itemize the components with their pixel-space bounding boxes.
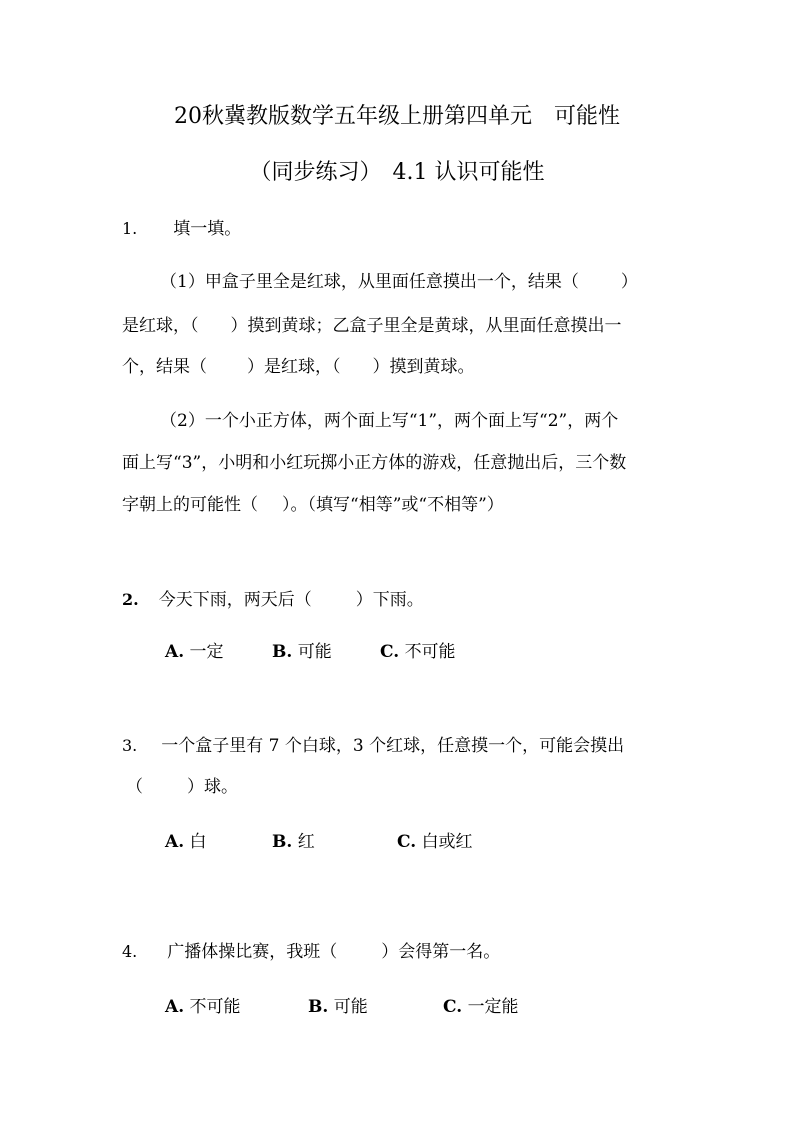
option-text: 可能 — [297, 642, 332, 662]
option-letter: B. — [272, 832, 293, 852]
question-3-text: 一个盒子里有 7 个白球，3 个红球，任意摸一个，可能会摸出 — [161, 736, 625, 756]
option-letter: B. — [272, 642, 293, 662]
title-line-1: 20秋冀教版数学五年级上册第四单元 可能性 — [174, 104, 620, 129]
option-text: 不可能 — [404, 642, 456, 662]
q1-part1-text: ）摸到黄球。 — [372, 357, 475, 377]
option-letter: C. — [380, 642, 400, 662]
option-text: 白或红 — [421, 832, 473, 852]
q1-part1-line3 — [122, 355, 475, 379]
q1-part1-line1 — [160, 270, 638, 294]
question-3-line1 — [122, 734, 624, 758]
q1-part1-text: （1）甲盒子里全是红球，从里面任意摸出一个，结果（ — [160, 272, 579, 292]
q2-option-a[interactable] — [165, 640, 224, 664]
option-text: 可能 — [333, 997, 368, 1017]
q1-part1-text: 个，结果（ — [122, 357, 207, 377]
option-text: 红 — [297, 832, 315, 852]
question-2 — [122, 588, 424, 612]
option-letter: A. — [165, 997, 185, 1017]
q1-part1-text: ） — [620, 272, 638, 292]
q4-option-a[interactable] — [165, 995, 241, 1019]
question-3-line2 — [126, 775, 238, 799]
q4-option-b[interactable] — [308, 995, 368, 1019]
q4-option-c[interactable] — [443, 995, 519, 1019]
option-letter: B. — [308, 997, 329, 1017]
question-3-text: ）球。 — [187, 777, 238, 797]
option-text: 一定 — [189, 642, 224, 662]
question-4-number: 4. — [122, 942, 138, 961]
q3-option-b[interactable] — [272, 830, 315, 854]
q1-part1-text: 是红球，（ — [122, 316, 199, 336]
question-1-header — [122, 217, 241, 241]
question-2-number: 2. — [122, 590, 139, 609]
q1-part2-text: 字朝上的可能性（ — [122, 495, 258, 515]
option-letter: C. — [443, 997, 463, 1017]
q3-option-c[interactable] — [397, 830, 473, 854]
question-2-text: 今天下雨，两天后（ — [158, 590, 312, 610]
question-1-number: 1. — [122, 219, 138, 238]
q1-part1-text: ）摸到黄球；乙盒子里全是黄球，从里面任意摸出一 — [230, 316, 622, 336]
question-2-text: ）下雨。 — [355, 590, 424, 610]
q1-part2-line3 — [122, 493, 504, 517]
option-text: 一定能 — [467, 997, 519, 1017]
option-text: 白 — [189, 832, 207, 852]
question-4-text: ）会得第一名。 — [381, 942, 501, 962]
q3-option-a[interactable] — [165, 830, 207, 854]
q1-part1-text: ）是红球，（ — [247, 357, 341, 377]
q1-part1-line2 — [122, 314, 622, 338]
q1-part2-text: ）。（填写“相等”或“不相等”） — [282, 495, 504, 515]
q1-part2-line1: （2）一个小正方体，两个面上写“1”，两个面上写“2”，两个 — [160, 411, 619, 431]
question-3-text: （ — [126, 777, 143, 797]
option-letter: C. — [397, 832, 417, 852]
question-4-text: 广播体操比赛，我班（ — [167, 942, 338, 962]
question-3-number: 3. — [122, 736, 138, 755]
title-line-2: （同步练习） 4.1 认识可能性 — [249, 160, 545, 185]
q2-option-b[interactable] — [272, 640, 332, 664]
option-text: 不可能 — [189, 997, 241, 1017]
option-letter: A. — [165, 832, 185, 852]
q1-part2-line2: 面上写“3”，小明和小红玩掷小正方体的游戏，任意抛出后，三个数 — [122, 453, 627, 473]
question-4 — [122, 940, 500, 964]
q2-option-c[interactable] — [380, 640, 456, 664]
question-1-heading: 填一填。 — [173, 219, 242, 239]
option-letter: A. — [165, 642, 185, 662]
